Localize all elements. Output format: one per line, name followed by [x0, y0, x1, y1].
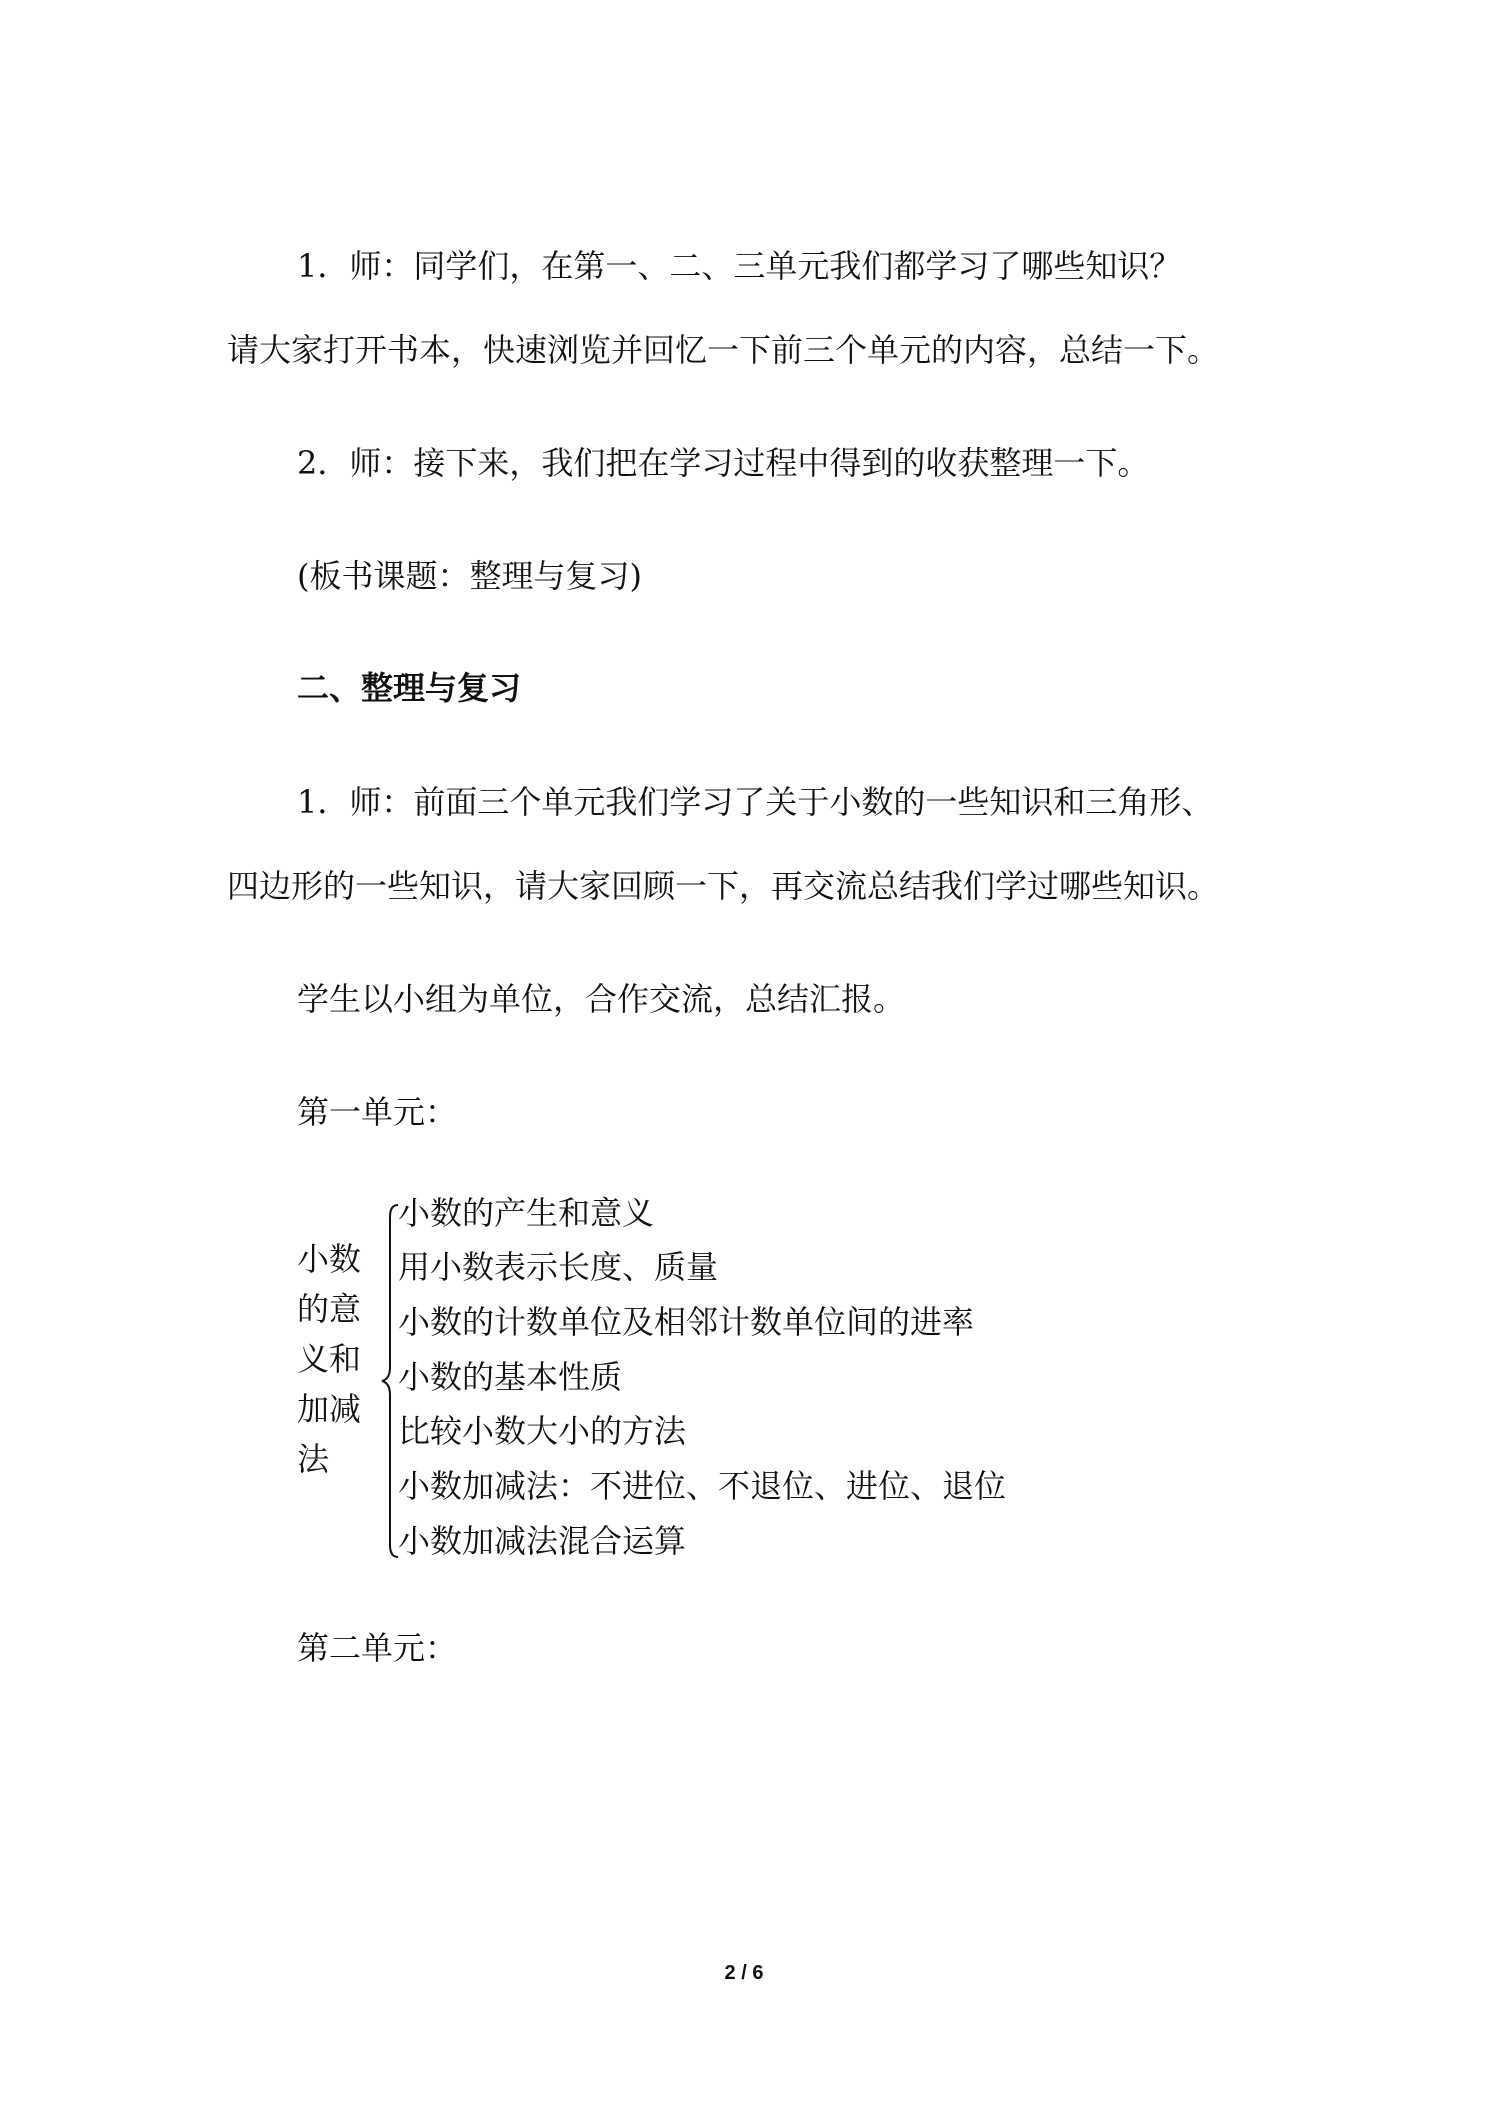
intro-paragraph-1-line-1: 1．师：同学们，在第一、二、三单元我们都学习了哪些知识？ [297, 247, 1182, 285]
section-heading: 二、整理与复习 [297, 669, 522, 707]
unit-2-label: 第二单元： [297, 1629, 458, 1667]
section-paragraph-1-line-2: 四边形的一些知识，请大家回顾一下，再交流总结我们学过哪些知识。 [227, 867, 1220, 905]
intro-paragraph-2: 2．师：接下来，我们把在学习过程中得到的收获整理一下。 [297, 444, 1150, 482]
board-title-note: (板书课题：整理与复习) [297, 557, 642, 595]
unit-1-outline-item: 小数加减法混合运算 [398, 1522, 687, 1560]
unit-1-outline-item: 小数加减法：不进位、不退位、进位、退位 [398, 1467, 1007, 1505]
page-number: 2 / 6 [724, 1962, 764, 1984]
intro-paragraph-1-line-2: 请大家打开书本，快速浏览并回忆一下前三个单元的内容，总结一下。 [227, 331, 1220, 369]
unit-1-topic-line: 法 [297, 1440, 330, 1478]
unit-1-topic-line: 义和 [297, 1340, 362, 1378]
unit-1-outline-item: 用小数表示长度、质量 [398, 1248, 719, 1286]
section-paragraph-1-line-1: 1．师：前面三个单元我们学习了关于小数的一些知识和三角形、 [297, 783, 1214, 821]
unit-1-outline-item: 小数的基本性质 [398, 1358, 623, 1396]
unit-1-label: 第一单元： [297, 1093, 458, 1131]
section-paragraph-2: 学生以小组为单位，合作交流，总结汇报。 [297, 980, 906, 1018]
unit-1-outline-item: 小数的产生和意义 [398, 1194, 655, 1232]
outline-brace [378, 1203, 400, 1559]
unit-1-topic-line: 的意 [297, 1290, 362, 1328]
unit-1-outline-item: 比较小数大小的方法 [398, 1412, 687, 1450]
unit-1-outline-item: 小数的计数单位及相邻计数单位间的进率 [398, 1303, 975, 1341]
unit-1-topic-line: 小数 [297, 1240, 362, 1278]
unit-1-topic-line: 加减 [297, 1390, 362, 1428]
